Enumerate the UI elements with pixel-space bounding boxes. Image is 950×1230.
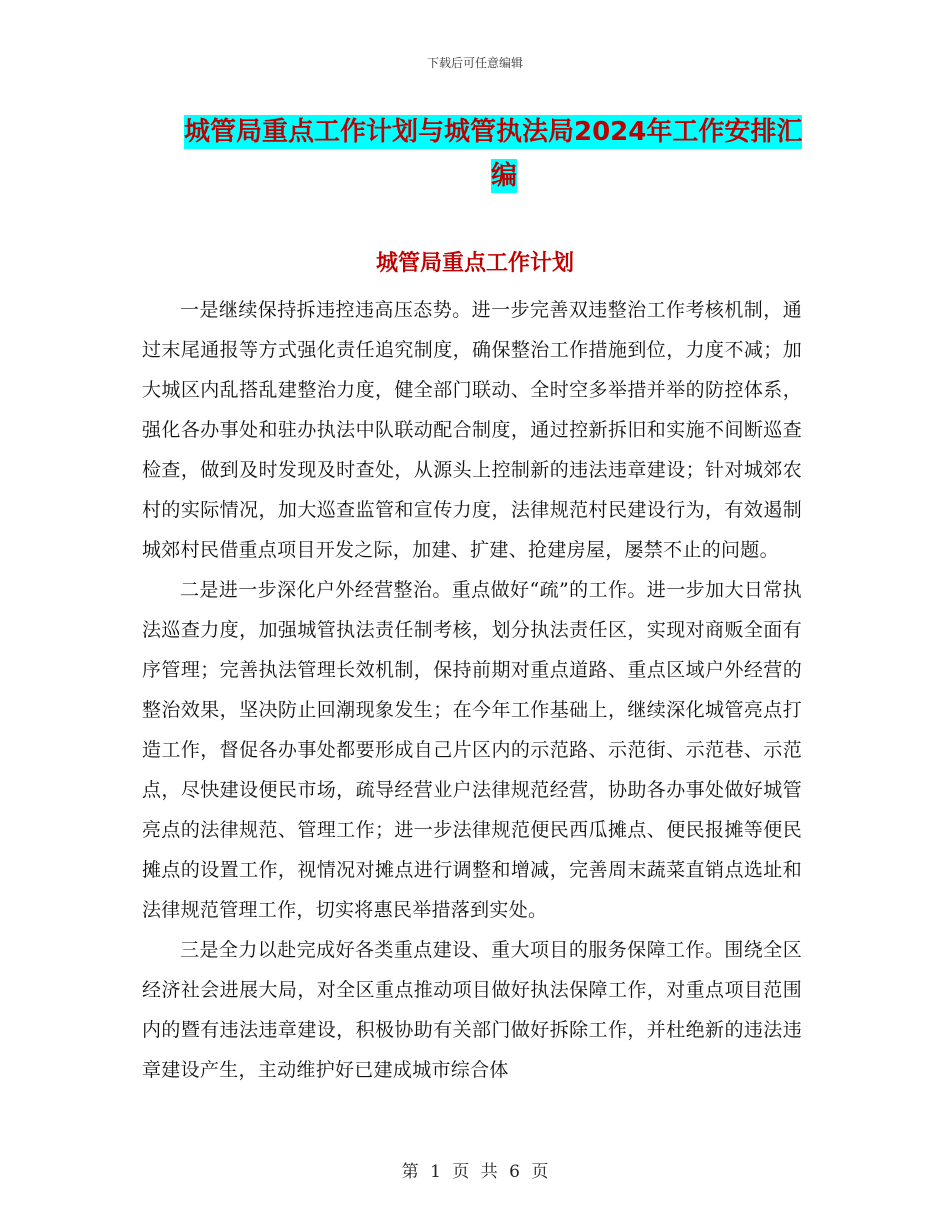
document-title-line2: 编	[490, 161, 517, 191]
body-text	[142, 290, 802, 1090]
section-title: 城管局重点工作计划	[375, 251, 574, 276]
document-title-line1: 城管局重点工作计划与城管执法局2024年工作安排汇	[184, 117, 803, 147]
document-title	[184, 110, 824, 198]
paragraph: 一是继续保持拆违控违高压态势。进一步完善双违整治工作考核机制，通过末尾通报等方式强化责任追究制度，确保整治工作措施到位，力度不减；加大城区内乱搭乱建整治力度，健全部门联动、全时空多举措并举的防控体系，强化各办事处和驻办执法中队联动配合制度，通过控新拆旧和实施不间断巡查检查，做到及时发现及时查处，从源头上控制新的违法违章建设；针对城郊农村的实际情况，加大巡查监管和宣传力度，法律规范村民建设行为，有效遏制城郊村民借重点项目开发之际，加建、扩建、抢建房屋，屡禁不止的问题。	[142, 299, 802, 561]
page-number-footer: 第 1 页 共 6 页	[401, 1162, 549, 1182]
paragraph: 三是全力以赴完成好各类重点建设、重大项目的服务保障工作。围绕全区经济社会进展大局，对全区重点推动项目做好执法保障工作，对重点项目范围内的暨有违法违章建设，积极协助有关部门做好拆除工作，并杜绝新的违法违章建设产生，主动维护好已建成城市综合体	[142, 939, 802, 1081]
running-header: 下载后可任意编辑	[426, 56, 523, 70]
paragraph: 二是进一步深化户外经营整治。重点做好“疏”的工作。进一步加大日常执法巡查力度，加强城管执法责任制考核，划分执法责任区，实现对商贩全面有序管理；完善执法管理长效机制，保持前期对重点道路、重点区域户外经营的整治效果，坚决防止回潮现象发生；在今年工作基础上，继续深化城管亮点打造工作，督促各办事处都要形成自己片区内的示范路、示范街、示范巷、示范点，尽快建设便民市场，疏导经营业户法律规范经营，协助各办事处做好城管亮点的法律规范、管理工作；进一步法律规范便民西瓜摊点、便民报摊等便民摊点的设置工作，视情况对摊点进行调整和增减，完善周末蔬菜直销点选址和法律规范管理工作，切实将惠民举措落到实处。	[142, 579, 802, 921]
